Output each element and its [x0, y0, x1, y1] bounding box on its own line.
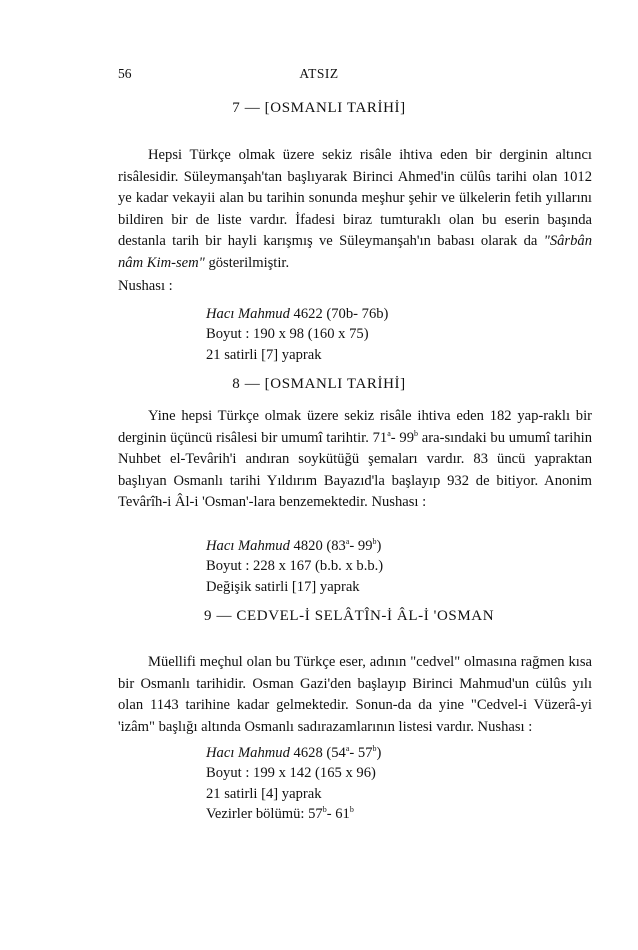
section-9-manuscript-entry	[206, 743, 381, 824]
page-number: 56	[118, 66, 132, 81]
section-7-paragraph	[118, 145, 592, 275]
section-8-manuscript-entry	[206, 536, 383, 597]
section-7-title: 7 — [OSMANLI TARİHİ]	[232, 100, 406, 116]
section-8-library: Hacı Mahmud	[206, 538, 290, 554]
section-8-paragraph: Yine hepsi Türkçe olmak üzere sekiz risâle ihtiva eden 182 yap-raklı bir derginin üçüncü risâlesi bir umumî tarihtir. 71$^a$- 99$^b$ ara-sındaki bu umumî tarihin Nuhbet el-Tevârih'i andıran soykütüğü şemaları vardır. 83 üncü yapraktan başlıyan Osmanlı tarihi Yıldırım Bayazıd'la başlayıp 932 de bitiyor. Anonim Tevârîh-i Âl-i 'Osman'-lara benzemektedir. Nushası :	[118, 408, 593, 511]
section-7-library: Hacı Mahmud	[206, 306, 290, 322]
section-7-entry-size: Boyut : 190 x 98 (160 x 75)	[206, 326, 369, 343]
section-7-text-a: Hepsi Türkçe olmak üzere sekiz risâle ihtiva eden bir derginin altıncı risâlesidir. Süleymanşah'tan başlıyarak Birinci Ahmed'in cülûs tarihi olan 1012 ye kadar vekayii alan bu tarihin sonunda meşhur şehir ve ülkelerin fetih yıllarını bildiren bir de liste vardır. İfadesi biraz tumturaklı olan bu eserin başında destanla tarih bir hayli karışmış ve Süleymanşah'ın babası olarak da	[118, 147, 592, 250]
section-7-manuscript-entry	[206, 304, 388, 365]
section-9-entry-folios: 21 satirli [4] yaprak	[206, 785, 322, 802]
section-9-title: 9 — CEDVEL-İ SELÂTÎN-İ ÂL-İ 'OSMAN	[204, 608, 495, 624]
section-9-library: Hacı Mahmud	[206, 745, 290, 761]
section-8-entry-line-1: Hacı Mahmud 4820 (83$^a$- 99$^b$)	[206, 537, 382, 554]
section-9-paragraph: Müellifi meçhul olan bu Türkçe eser, adının "cedvel" olmasına rağmen kısa bir Osmanlı tarihidir. Osman Gazi'den başlayıp Birinci Mahmud'un cülûs yılı olan 1143 tarihine kadar gelmektedir. Sonun-da da yine "Cedvel-i Vüzerâ-yi 'izâm" başlığı altında Osmanlı sadırazamlarının listesi vardır. Nushası :	[118, 654, 592, 735]
section-7-italic-name: "Sârbân nâm Kim-sem"	[118, 233, 592, 271]
section-9-entry-vizier-section: Vezirler bölümü: 57$^b$- 61$^b$	[206, 804, 354, 822]
section-8-entry-size: Boyut : 228 x 167 (b.b. x b.b.)	[206, 558, 384, 575]
section-9-entry-size: Boyut : 199 x 142 (165 x 96)	[206, 765, 376, 782]
section-7-entry-line-1: Hacı Mahmud 4622 (70b- 76b)	[206, 306, 389, 322]
section-9-entry-line-1: Hacı Mahmud 4628 (54$^a$- 57$^b$)	[206, 744, 382, 761]
section-7-copy-label: Nushası :	[118, 278, 173, 294]
running-title: ATSIZ	[299, 66, 339, 81]
section-8-title: 8 — [OSMANLI TARİHİ]	[232, 376, 406, 392]
section-7-entry-folios: 21 satirli [7] yaprak	[206, 346, 322, 363]
section-7-text-b: gösterilmiştir.	[204, 254, 290, 271]
section-8-entry-folios: Değişik satirli [17] yaprak	[206, 578, 360, 595]
